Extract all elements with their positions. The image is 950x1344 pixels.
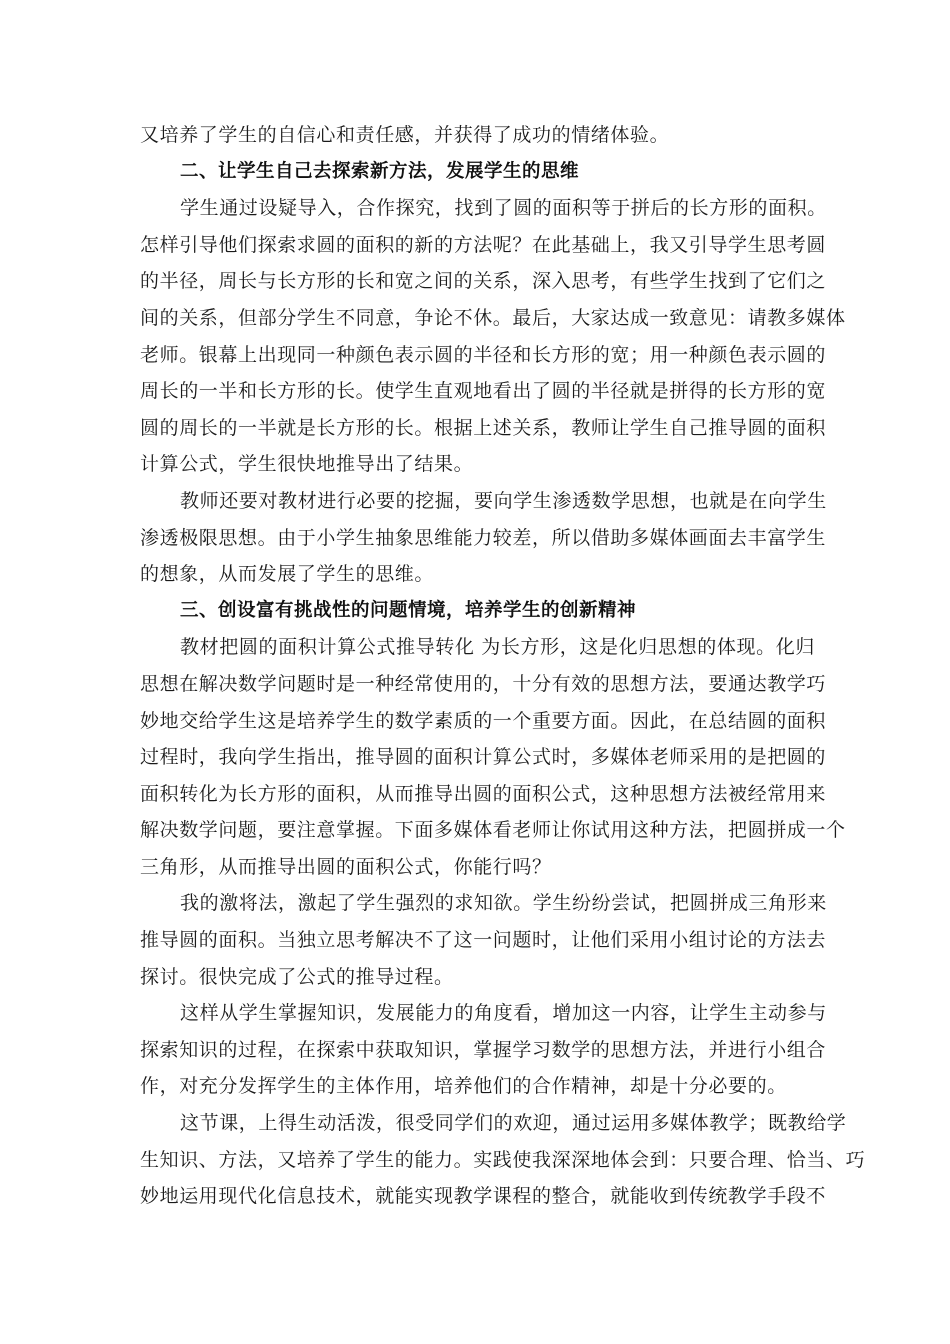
paragraph — [140, 483, 827, 593]
text-line: 间的关系，但部分学生不同意，争论不休。最后，大家达成一致意见：请教多媒体 — [140, 306, 846, 329]
text-line: 怎样引导他们探索求圆的面积的新的方法呢？在此基础上，我又引导学生思考圆 — [140, 233, 827, 256]
text-line: 这节课，上得生动活泼，很受同学们的欢迎，通过运用多媒体教学；既教给学 — [180, 1112, 847, 1135]
paragraph — [140, 1105, 866, 1215]
text-line: 生知识、方法，又培养了学生的能力。实践使我深深地体会到：只要合理、恰当、巧 — [140, 1148, 866, 1171]
text-line: 这样从学生掌握知识，发展能力的角度看，增加这一内容，让学生主动参与 — [180, 1002, 827, 1025]
text-line: 教材把圆的面积计算公式推导转化 为长方形，这是化归思想的体现。化归 — [180, 636, 815, 659]
document-body — [140, 117, 866, 1215]
text-line: 圆的周长的一半就是长方形的长。根据上述关系，教师让学生自己推导圆的面积 — [140, 416, 827, 439]
section-heading — [140, 154, 815, 191]
text-line: 探索知识的过程，在探索中获取知识，掌握学习数学的思想方法，并进行小组合 — [140, 1038, 827, 1061]
text-line: 作，对充分发挥学生的主体作用，培养他们的合作精神，却是十分必要的。 — [140, 1075, 787, 1098]
text-line: 妙地运用现代化信息技术，就能实现教学课程的整合，就能收到传统教学手段不 — [140, 1185, 827, 1208]
text-line: 又培养了学生的自信心和责任感，并获得了成功的情绪体验。 — [140, 124, 670, 146]
text-line: 的想象，从而发展了学生的思维。 — [140, 563, 435, 586]
text-line: 三角形，从而推导出圆的面积公式，你能行吗？ — [140, 855, 552, 878]
section-heading — [140, 593, 815, 630]
paragraph — [140, 995, 827, 1105]
heading-text: 三、创设富有挑战性的问题情境，培养学生的创新精神 — [180, 599, 637, 621]
text-line: 计算公式，学生很快地推导出了结果。 — [140, 453, 474, 476]
text-line: 学生通过设疑导入，合作探究，找到了圆的面积等于拼后的长方形的面积。 — [180, 197, 827, 220]
text-line: 探讨。很快完成了公式的推导过程。 — [140, 965, 454, 988]
paragraph — [140, 885, 827, 995]
paragraph — [140, 190, 846, 483]
text-line: 过程时，我向学生指出，推导圆的面积计算公式时，多媒体老师采用的是把圆的 — [140, 746, 827, 769]
text-line: 的半径，周长与长方形的长和宽之间的关系，深入思考，有些学生找到了它们之 — [140, 270, 827, 293]
text-line: 思想在解决数学问题时是一种经常使用的，十分有效的思想方法，要通达教学巧 — [140, 672, 827, 695]
paragraph — [140, 117, 815, 154]
text-line: 面积转化为长方形的面积，从而推导出圆的面积公式，这种思想方法被经常用来 — [140, 782, 827, 805]
heading-text: 二、让学生自己去探索新方法，发展学生的思维 — [180, 160, 580, 182]
text-line: 渗透极限思想。由于小学生抽象思维能力较差，所以借助多媒体画面去丰富学生 — [140, 526, 827, 549]
text-line: 推导圆的面积。当独立思考解决不了这一问题时，让他们采用小组讨论的方法去 — [140, 929, 827, 952]
text-line: 妙地交给学生这是培养学生的数学素质的一个重要方面。因此，在总结圆的面积 — [140, 709, 827, 732]
paragraph — [140, 629, 846, 885]
text-line: 解决数学问题，要注意掌握。下面多媒体看老师让你试用这种方法，把圆拼成一个 — [140, 819, 846, 842]
text-line: 老师。银幕上出现同一种颜色表示圆的半径和长方形的宽；用一种颜色表示圆的 — [140, 343, 827, 366]
text-line: 我的激将法，激起了学生强烈的求知欲。学生纷纷尝试，把圆拼成三角形来 — [180, 892, 827, 915]
text-line: 周长的一半和长方形的长。使学生直观地看出了圆的半径就是拼得的长方形的宽 — [140, 380, 827, 403]
text-line: 教师还要对教材进行必要的挖掘，要向学生渗透数学思想，也就是在向学生 — [180, 489, 827, 512]
